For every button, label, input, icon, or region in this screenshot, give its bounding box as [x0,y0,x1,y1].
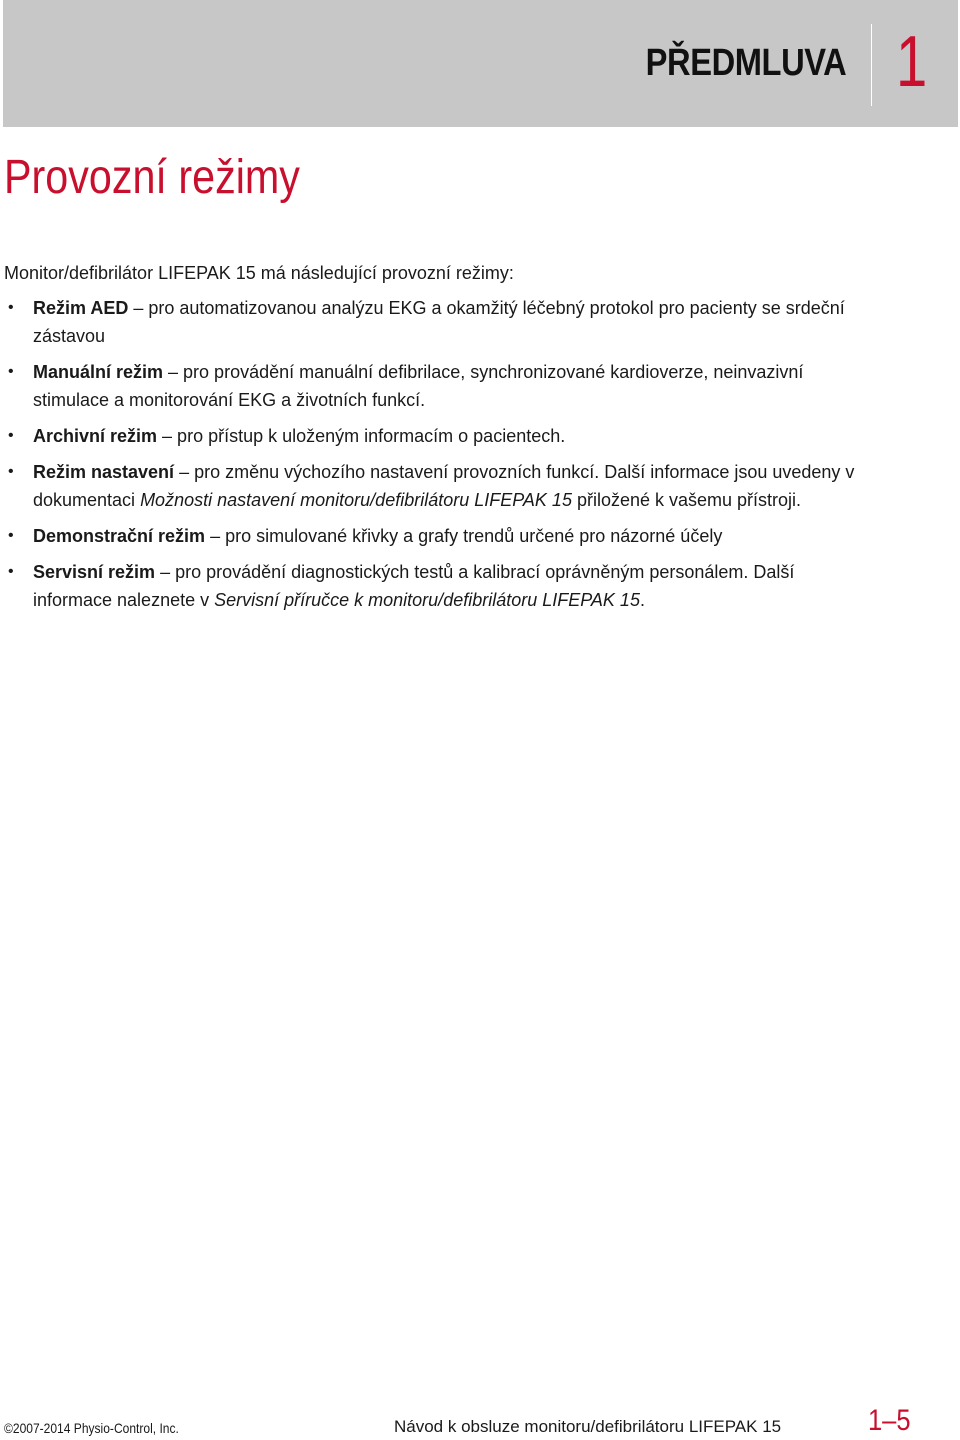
intro-paragraph: Monitor/defibrilátor LIFEPAK 15 má následující provozní režimy: [4,263,514,283]
chapter-number: 1 [896,22,928,102]
footer-copyright: ©2007-2014 Physio-Control, Inc. [4,1420,179,1436]
mode-description: – pro změnu výchozího nastavení provozních funkcí. Další informace jsou uvedeny v dokumentaci [33,462,855,510]
list-item-setup [0,458,860,514]
mode-description-tail: přiložené k vašemu přístroji. [571,490,802,510]
mode-name: Režim AED [33,298,129,318]
mode-name: Demonstrační režim [33,526,206,546]
bullet-icon: • [8,363,14,380]
list-item-manual [0,358,860,414]
list-item-service [0,558,860,614]
section-heading: Provozní režimy [4,151,300,204]
list-item-aed [0,294,860,350]
mode-name: Archivní režim [33,426,158,446]
bullet-icon: • [8,463,14,480]
bullet-icon: • [8,563,14,580]
mode-name: Manuální režim [33,362,164,382]
bullet-icon: • [8,299,14,316]
bullet-icon: • [8,527,14,544]
footer-manual-title: Návod k obsluze monitoru/defibrilátoru LIFEPAK 15 [394,1417,782,1436]
footer-page-number: 1–5 [868,1404,911,1437]
mode-name: Servisní režim [33,562,156,582]
mode-description: – pro provádění diagnostických testů a kalibrací oprávněným personálem. Další informace naleznete v [33,562,795,610]
mode-description: – pro simulované křivky a grafy trendů určené pro názorné účely [205,526,723,546]
chapter-divider [871,24,872,106]
bullet-icon: • [8,427,14,444]
chapter-header-band [3,0,958,127]
document-reference: Možnosti nastavení monitoru/defibrilátoru LIFEPAK 15 [140,490,572,510]
document-reference: Servisní příručce k monitoru/defibrilátoru LIFEPAK 15 [214,590,640,610]
list-item-demo [0,522,860,550]
mode-description: – pro automatizovanou analýzu EKG a okamžitý léčebný protokol pro pacienty se srdeční zástavou [33,298,845,346]
mode-description: – pro provádění manuální defibrilace, synchronizované kardioverze, neinvazivní stimulace a monitorování EKG a životních funkcí. [33,362,804,410]
mode-description-tail: . [639,590,645,610]
chapter-title: PŘEDMLUVA [645,42,846,84]
mode-description: – pro přístup k uloženým informacím o pacientech. [157,426,566,446]
mode-name: Režim nastavení [33,462,175,482]
modes-list [0,294,860,622]
list-item-archive [0,422,860,450]
